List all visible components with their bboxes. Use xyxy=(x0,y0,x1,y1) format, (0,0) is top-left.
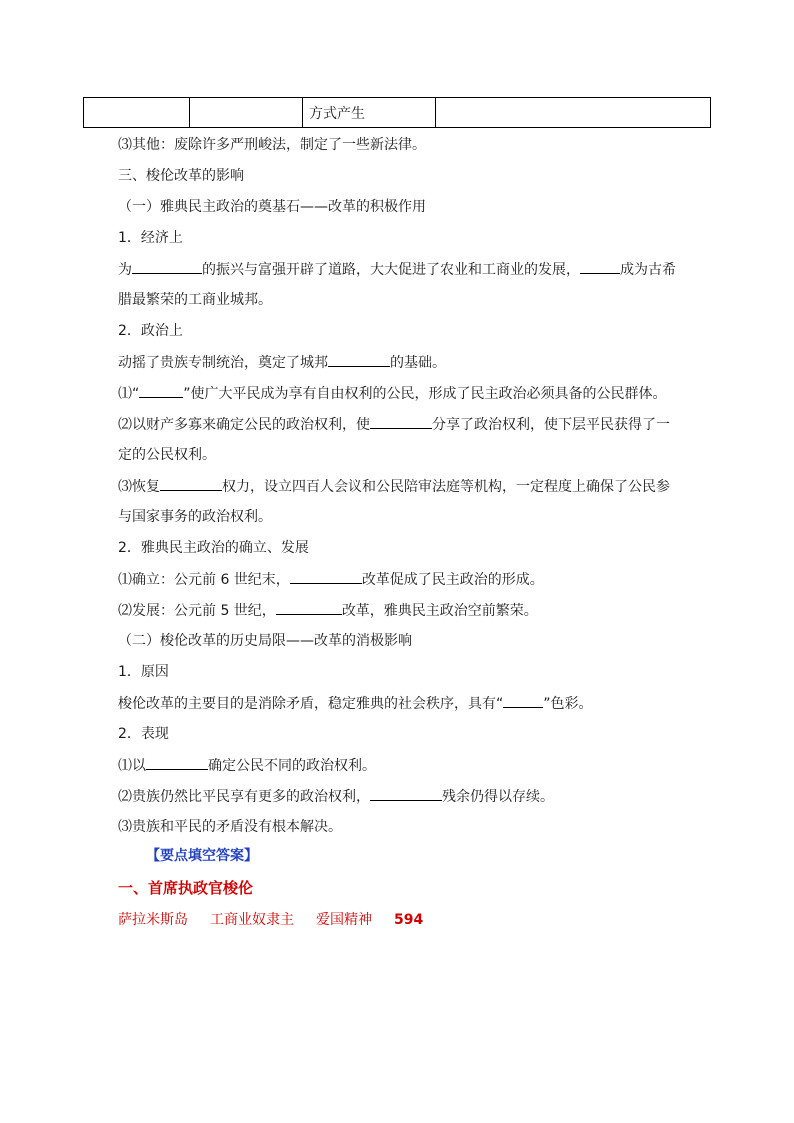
answer-list xyxy=(118,910,445,930)
text-line xyxy=(118,476,670,497)
item-heading: 2．政治上 xyxy=(118,323,183,339)
subsection-heading: （二）梭伦改革的历史局限——改革的消极影响 xyxy=(118,633,412,649)
answer-item: 爱国精神 xyxy=(316,912,372,928)
continuation-table xyxy=(83,97,711,128)
text-line xyxy=(118,259,676,280)
text-span: 残余仍得以存续。 xyxy=(442,789,554,805)
text-span: ⑶恢复 xyxy=(118,479,160,495)
fill-blank xyxy=(370,414,432,429)
item-heading: 1．原因 xyxy=(118,664,169,680)
text-span: 确定公民不同的政治权利。 xyxy=(208,758,376,774)
text-line: 与国家事务的政治权利。 xyxy=(118,509,272,525)
text-span: ⑵发展：公元前 5 世纪， xyxy=(118,603,276,619)
fill-blank xyxy=(580,259,620,274)
text-span: ⑵贵族仍然比平民享有更多的政治权利， xyxy=(118,789,370,805)
item-heading: 2．雅典民主政治的确立、发展 xyxy=(118,540,309,556)
text-span: ”色彩。 xyxy=(543,696,593,712)
fill-blank xyxy=(503,693,543,708)
text-line: 腊最繁荣的工商业城邦。 xyxy=(118,292,272,308)
answer-section-heading: 一、首席执政官梭伦 xyxy=(118,879,254,897)
answer-key-title: 【要点填空答案】 xyxy=(146,848,258,864)
text-span: 分享了政治权利，使下层平民获得了一 xyxy=(432,417,670,433)
text-line xyxy=(118,414,670,435)
text-span: 成为古希 xyxy=(620,262,676,278)
text-line xyxy=(118,786,554,807)
table-cell: 方式产生 xyxy=(303,98,436,128)
text-span: 动摇了贵族专制统治，奠定了城邦 xyxy=(118,355,328,371)
table-cell xyxy=(190,98,303,128)
item-heading: 1．经济上 xyxy=(118,230,183,246)
text-line xyxy=(118,383,667,404)
text-line: ⑶贵族和平民的矛盾没有根本解决。 xyxy=(118,819,342,835)
text-span: 改革促成了民主政治的形成。 xyxy=(361,572,544,588)
answer-item: 594 xyxy=(394,912,424,928)
text-line xyxy=(118,569,544,590)
text-span: 梭伦改革的主要目的是消除矛盾，稳定雅典的社会秩序，具有“ xyxy=(118,696,504,712)
answer-item: 工商业奴隶主 xyxy=(210,912,294,928)
answer-item: 萨拉米斯岛 xyxy=(118,912,188,928)
fill-blank xyxy=(132,259,202,274)
fill-blank xyxy=(139,383,183,398)
fill-blank xyxy=(370,786,442,801)
text-line xyxy=(118,600,538,621)
text-span: ⑴确立：公元前 6 世纪末， xyxy=(118,572,290,588)
fill-blank xyxy=(146,755,208,770)
text-line xyxy=(118,693,593,714)
fill-blank xyxy=(160,476,222,491)
subsection-heading: （一）雅典民主政治的奠基石——改革的积极作用 xyxy=(118,199,426,215)
text-span: ⑴“ xyxy=(118,386,140,402)
text-span: 的振兴与富强开辟了道路，大大促进了农业和工商业的发展， xyxy=(202,262,580,278)
text-line xyxy=(118,755,376,776)
text-span: 改革，雅典民主政治空前繁荣。 xyxy=(341,603,538,619)
text-line: 定的公民权利。 xyxy=(118,447,216,463)
table-row xyxy=(84,98,711,128)
text-span: ⑴以 xyxy=(118,758,146,774)
text-span: ”使广大平民成为享有自由权利的公民，形成了民主政治必须具备的公民群体。 xyxy=(183,386,667,402)
section-heading: 三、梭伦改革的影响 xyxy=(118,168,244,184)
text-span: ⑵以财产多寡来确定公民的政治权利，使 xyxy=(118,417,370,433)
item-heading: 2．表现 xyxy=(118,726,169,742)
table-cell xyxy=(436,98,711,128)
fill-blank xyxy=(328,352,390,367)
text-span: 为 xyxy=(118,262,132,278)
table-cell xyxy=(84,98,190,128)
fill-blank xyxy=(276,600,342,615)
text-span: 权力，设立四百人会议和公民陪审法庭等机构，一定程度上确保了公民参 xyxy=(222,479,670,495)
fill-blank xyxy=(290,569,362,584)
text-line xyxy=(118,352,446,373)
text-line: ⑶其他：废除许多严刑峻法，制定了一些新法律。 xyxy=(118,137,426,153)
text-span: 的基础。 xyxy=(390,355,446,371)
